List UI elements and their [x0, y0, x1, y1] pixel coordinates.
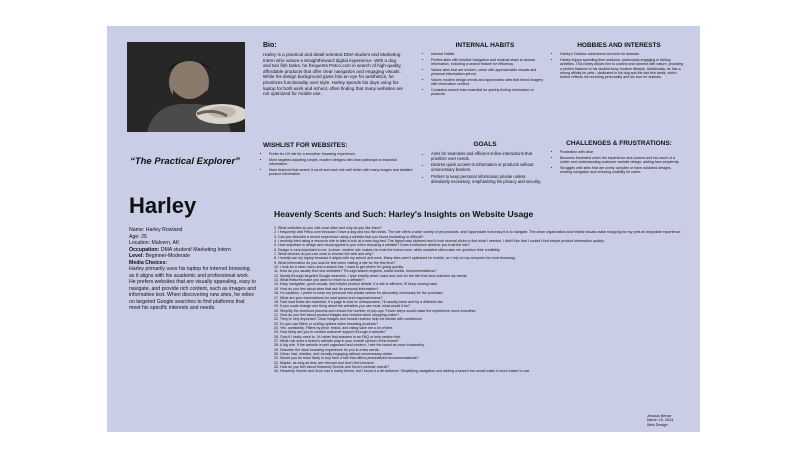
internal-habits-heading: INTERNAL HABITS: [455, 42, 515, 49]
list-item: • Harley's Outdoor adventures and love for animals.: [560, 52, 684, 56]
hobbies-heading: HOBBIES AND INTERESTS: [577, 42, 661, 49]
interview-line: 21. How do you feel about product images and reviews when shopping online?: [274, 312, 400, 317]
interview-line: 9. What information do you look for first when visiting a site for the first time?: [274, 260, 396, 265]
challenges-section: [554, 142, 684, 176]
interview-qa: [274, 226, 694, 374]
interview-line: 32. Maybe, as long as they are relevant and don't feel intrusive.: [274, 360, 375, 365]
interview-line: 3. Can you describe a recent experience using a website that you found frustrating or difficult?: [274, 234, 424, 239]
list-item: • Frustration with clear: [560, 150, 684, 154]
interview-line: 19. If you could change one thing about the websites you use most, what would it be?: [274, 304, 411, 309]
persona-photo: [127, 42, 245, 132]
interview-line: 13. What features make you want to return to a website?: [274, 278, 365, 283]
signature-line: March 15, 2024: [647, 418, 674, 423]
list-item: • More featured that search it scroll and each site well better with many images and detailed product information.: [269, 168, 413, 177]
interview-line: 1. What websites do you visit most often and why do you like them?: [274, 226, 382, 230]
list-item: • Values sites that are modern, clean with approachable visuals and personal information upfront.: [431, 68, 545, 77]
detail-value: Harley Rowland: [145, 227, 183, 233]
interview-line: 12. Mostly through targeted Google searches. I type exactly what I want and look for the site that best matches my needs.: [274, 273, 468, 278]
wishlist-section: [263, 144, 413, 178]
interview-line: 6. Design is very important to me. A clean, modern site makes me trust the brand more, while outdated sites make me question their credibility.: [274, 247, 501, 252]
list-item: • Values modern design trends and appreciates sites that blend imagery with informative content.: [431, 78, 545, 87]
hobbies-section: [554, 44, 684, 81]
list-item: • Considers search bars essential for quickly finding information or products.: [431, 88, 545, 97]
list-item: • Desires quick access to information or products without unnecessary barriers.: [431, 162, 545, 172]
detail-value: Beginner-Moderate: [145, 253, 190, 259]
interview-line: 22. They're very important. Clear images and honest reviews help me decide with confidence.: [274, 317, 423, 322]
interview-line: 34. Heavenly Scents and Such has a lovely theme, but I found it a bit cluttered. Simplifying navigation and adding a search bar would make it much easier to use.: [274, 369, 531, 374]
persona-portrait-image: [127, 42, 245, 132]
persona-name: Harley: [129, 193, 197, 218]
hobbies-list: [554, 52, 684, 79]
interview-line: 31. Would you be more likely to buy from a site that offers personalized recommendations?: [274, 356, 419, 361]
interview-line: 14. Easy navigation, good visuals, and helpful product details. If a site is efficient, I'll keep coming back.: [274, 282, 439, 287]
signature-line: Web Design: [647, 422, 668, 427]
detail-label: Level:: [129, 253, 144, 259]
article-title: Heavenly Scents and Such: Harley's Insights on Website Usage: [274, 209, 534, 219]
detail-value: 25: [141, 233, 147, 240]
list-item: • Struggles with sites that are overly complex or have outdated designs, slowing navigation and reducing usability for users.: [560, 166, 684, 175]
detail-label: Name:: [129, 227, 145, 233]
interview-line: 8. I mostly use my laptop because it aligns with my school and work. Many sites aren't optimized for mobile, so I rely on my computer for most browsing.: [274, 256, 516, 261]
interview-line: 33. How do you feel about Heavenly Scents and Such's website overall?: [274, 365, 390, 369]
interview-line: 2. I frequently visit Petco.com because I have a dog and two fish tanks. The site offers a wide variety of pet products, and I appreciate how easy it is to navigate. The clean organization and helpful visuals make shopping for my pets an enjoyable experience.: [274, 230, 682, 235]
interview-line: 7. What devices do you use most to browse the web and why?: [274, 252, 374, 257]
list-item: • Internal Habits:: [431, 52, 545, 56]
interview-line: 5. How important is design and visual appeal to you when choosing a website? Does it influence whether you trust the site?: [274, 243, 470, 248]
wishlist-list: [263, 152, 413, 176]
signature-line: Jessica Bense: [647, 414, 672, 418]
list-item: • More targeted adopting simple, modern designs with clear pathways to essential information.: [269, 158, 413, 167]
list-item: • Becomes frustrated when the experience and content and too much of a clutter and understanding customer website design, adding fast complexity.: [560, 156, 684, 165]
interview-line: 27. What role does a brand's website play in your overall opinion of the brand?: [274, 338, 399, 343]
detail-label: Occupation:: [129, 246, 160, 253]
internal-habits-section: [425, 44, 545, 98]
interview-line: 20. Simplify the checkout process and reduce the number of pop-ups. Fewer steps would make the experience much smoother.: [274, 308, 477, 313]
detail-label: Location:: [129, 240, 151, 246]
challenges-list: [554, 150, 684, 174]
interview-line: 28. A big role. If the website is well organized and modern, I see the brand as more trustworthy.: [274, 343, 425, 348]
interview-line: 23. Do you use filters or sorting options when browsing products?: [274, 321, 379, 326]
detail-value: DMA student/ Marketing Intern: [160, 246, 231, 253]
bio-text: Harley is a practical and detail-oriented DMA student and Marketing Intern who values a straightforward digital experience. With a dog and two fish tanks, he frequents Petco.com in search of high-quality, affordable products that offer clear navigation and engaging visuals. While his design background gives him an eye for aesthetics, he prioritizes functionality over style. Harley spends his days using his laptop for both work and school, often finding that many websites are not optimized for mobile use.: [263, 52, 403, 97]
persona-details: [129, 227, 257, 312]
interview-line: 29. Describe the ideal browsing experience for you in a few words.: [274, 347, 380, 352]
interview-line: 30. Clean, fast, intuitive, and visually engaging without unnecessary clutter.: [274, 351, 394, 356]
interview-line: 17. What are your expectations for load speed and responsiveness?: [274, 295, 383, 300]
detail-value: Malvern, AK: [151, 240, 180, 246]
bio-heading: Bio:: [263, 42, 277, 49]
media-choices-text: Harley primarily uses his laptop for internet browsing, as it aligns with his academic and professional work. He prefers websites that are visually appealing, easy to navigate, and provide rich content, such as images and informative text. When discovering new sites, he relies on targeted Google searches to find platforms that meet his specific interests and needs.: [129, 266, 256, 311]
internal-habits-list: [425, 52, 545, 96]
list-item: • Aims for seamless and efficient online interactions that prioritize user needs.: [431, 151, 545, 161]
interview-line: 24. Yes, constantly. Filters by price, brand, and rating save me a lot of time.: [274, 325, 394, 330]
interview-line: 10. I look for a clear menu and a search bar. I want to get where I'm going quickly.: [274, 265, 404, 270]
goals-section: [425, 142, 545, 185]
list-item: • Prefers sites with intuitive navigation and minimal steps to access information, including a search feature for efficiency.: [431, 58, 545, 67]
interview-line: 4. I recently tried using a resource site to take a look at a new dog bed. The layout was cluttered and it took several clicks to find what I needed. I didn't like that I couldn't find simple product information quickly.: [274, 239, 605, 244]
interview-line: 18. Fast load times are essential. If a page is slow or unresponsive, I'll usually leave and try a different site.: [274, 299, 444, 304]
interview-line: 25. How likely are you to contact customer support through a website?: [274, 330, 386, 335]
list-item: • Harley enjoys spending time outdoors, particularly engaging in fishing activities. This hobby allows him to unwind and connect with nature, providing a perfect balance to his student-busy modern lifestyle. Additionally, he has a strong affinity for pets - dedicated to his dog and the two fish tanks, which further reflects his nurturing personality and his love for animals.: [560, 58, 684, 79]
signature-block: [647, 414, 673, 427]
detail-label: Media Choices:: [129, 259, 168, 266]
goals-heading: GOALS: [473, 141, 497, 148]
list-item: • Prefer for UX site for a smoother browsing experience.: [269, 152, 413, 156]
persona-sheet: [107, 26, 700, 432]
list-item: • Prefers to keep personal information private unless absolutely necessary, emphasizing his privacy and security.: [431, 174, 545, 184]
goals-list: [425, 151, 545, 184]
interview-line: 16. I'm cautious. I prefer to keep my personal info private unless it's absolutely necessary for the purchase.: [274, 291, 444, 296]
wishlist-heading: WISHLIST FOR WEBSITES:: [263, 142, 348, 149]
detail-label: Age:: [129, 233, 140, 240]
challenges-heading: CHALLENGES & FRUSTRATIONS:: [566, 140, 672, 147]
interview-line: 11. How do you usually find new websites? Through search engines, social media, recommendations?: [274, 269, 437, 274]
interview-line: 15. How do you feel about sites that ask for personal information?: [274, 286, 379, 291]
persona-tagline: “The Practical Explorer”: [130, 156, 240, 167]
interview-line: 26. Only if I really need to. I'd rather find answers in an FAQ or help section first.: [274, 334, 402, 339]
